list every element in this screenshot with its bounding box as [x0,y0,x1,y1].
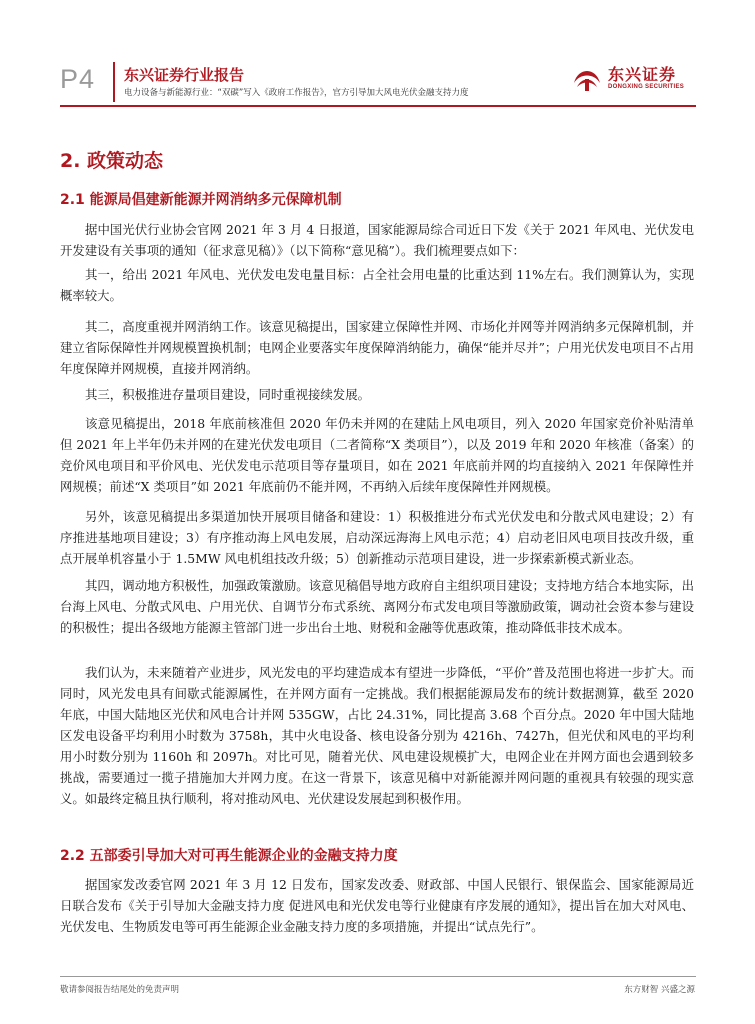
paragraph: 该意见稿提出，2018 年底前核准但 2020 年仍未并网的在建陆上风电项目，列入 2020 年国家竞价补贴清单但 2021 年上半年仍未并网的在建光伏发电项目（二者简称“X 类项目”），以及 2019 年和 2020 年核准（备案）的竞价风电项目和平价风电、光伏发电示范项目等存量项目，如在 2021 年底前并网的均直接纳入 2021 年保障性并网规模；前述“X 类项目”如 2021 年底前仍不能并网，不再纳入后续年度保障性并网规模。 [60,416,694,494]
paragraph: 据中国光伏行业协会官网 2021 年 3 月 4 日报道，国家能源局综合司近日下发《关于 2021 年风电、光伏发电开发建设有关事项的通知（征求意见稿）》（以下简称“意见稿”）。我们梳理要点如下： [60,222,694,258]
page-number: P4 [60,64,96,94]
paragraph: 其四，调动地方积极性，加强政策激励。该意见稿倡导地方政府自主组织项目建设；支持地方结合本地实际，出台海上风电、分散式风电、户用光伏、自调节分布式系统、离网分布式发电项目等激励政策，调动社会资本参与建设的积极性；提出各级地方能源主管部门进一步出台土地、财税和金融等优惠政策，推动降低非技术成本。 [60,578,694,635]
paragraph: 另外，该意见稿提出多渠道加快开展项目储备和建设：1）积极推进分布式光伏发电和分散式风电建设；2）有序推进基地项目建设；3）有序推动海上风电发展，启动深远海海上风电示范；4）启动老旧风电项目技改升级，重点开展单机容量小于 1.5MW 风电机组技改升级；5）创新推动示范项目建设，进一步探索新模式新业态。 [60,509,694,566]
subsection-title-2-1: 2.1 能源局倡建新能源并网消纳多元保障机制 [60,192,342,208]
company-logo [570,58,695,102]
footer-disclaimer: 敬请参阅报告结尾处的免责声明 [60,985,180,995]
page-header [0,0,755,110]
paragraph: 其二，高度重视并网消纳工作。该意见稿提出，国家建立保障性并网、市场化并网等并网消纳多元保障机制，并建立省际保障性并网规模置换机制；电网企业要落实年度保障消纳能力，确保“能并尽并”；户用光伏发电项目不占用年度保障并网规模，直接并网消纳。 [60,319,694,376]
header-divider [113,62,115,102]
paragraph: 我们认为，未来随着产业进步，风光发电的平均建造成本有望进一步降低，“平价”普及范围也将进一步扩大。而同时，风光发电具有间歇式能源属性，在并网方面有一定挑战。我们根据能源局发布的统计数据测算，截至 2020 年底，中国大陆地区光伏和风电合计并网 535GW，占比 24.31%，同比提高 3.68 个百分点。2020 年中国大陆地区发电设备平均利用小时数为 3758h，其中火电设备、核电设备分别为 4216h、7427h，但光伏和风电的平均利用小时数分别为 1160h 和 2097h。对比可见，随着光伏、风电建设规模扩大，电网企业在并网方面也会遇到较多挑战，需要通过一揽子措施加大并网力度。在这一背景下，该意见稿中对新能源并网问题的重视具有较强的现实意义。如最终定稿且执行顺利，将对推动风电、光伏建设发展起到积极作用。 [60,665,694,806]
header-rule [60,105,696,107]
report-title: 东兴证券行业报告 [124,66,245,84]
paragraph: 其三，积极推进存量项目建设，同时重视接续发展。 [85,387,370,402]
logo-emblem-icon [570,61,604,95]
footer-rule [60,976,696,977]
footer-slogan: 东方财智 兴盛之源 [624,985,695,995]
paragraph: 其一，给出 2021 年风电、光伏发电发电量目标：占全社会用电量的比重达到 11%左右。我们测算认为，实现概率较大。 [60,267,694,303]
logo-english: DONGXING SECURITIES [608,84,685,90]
logo-text: 东兴证券 [608,65,677,84]
report-subtitle: 电力设备与新能源行业：“双碳”写入《政府工作报告》，官方引导加大风电光伏金融支持力度 [124,88,469,98]
subsection-title-2-2: 2.2 五部委引导加大对可再生能源企业的金融支持力度 [60,848,398,864]
paragraph: 据国家发改委官网 2021 年 3 月 12 日发布，国家发改委、财政部、中国人民银行、银保监会、国家能源局近日联合发布《关于引导加大金融支持力度 促进风电和光伏发电等行业健康有序发展的通知》，提出旨在加大对风电、光伏发电、生物质发电等可再生能源企业金融支持力度的多项措施，并提出“试点先行”。 [60,877,694,934]
section-title: 2. 政策动态 [60,150,164,172]
